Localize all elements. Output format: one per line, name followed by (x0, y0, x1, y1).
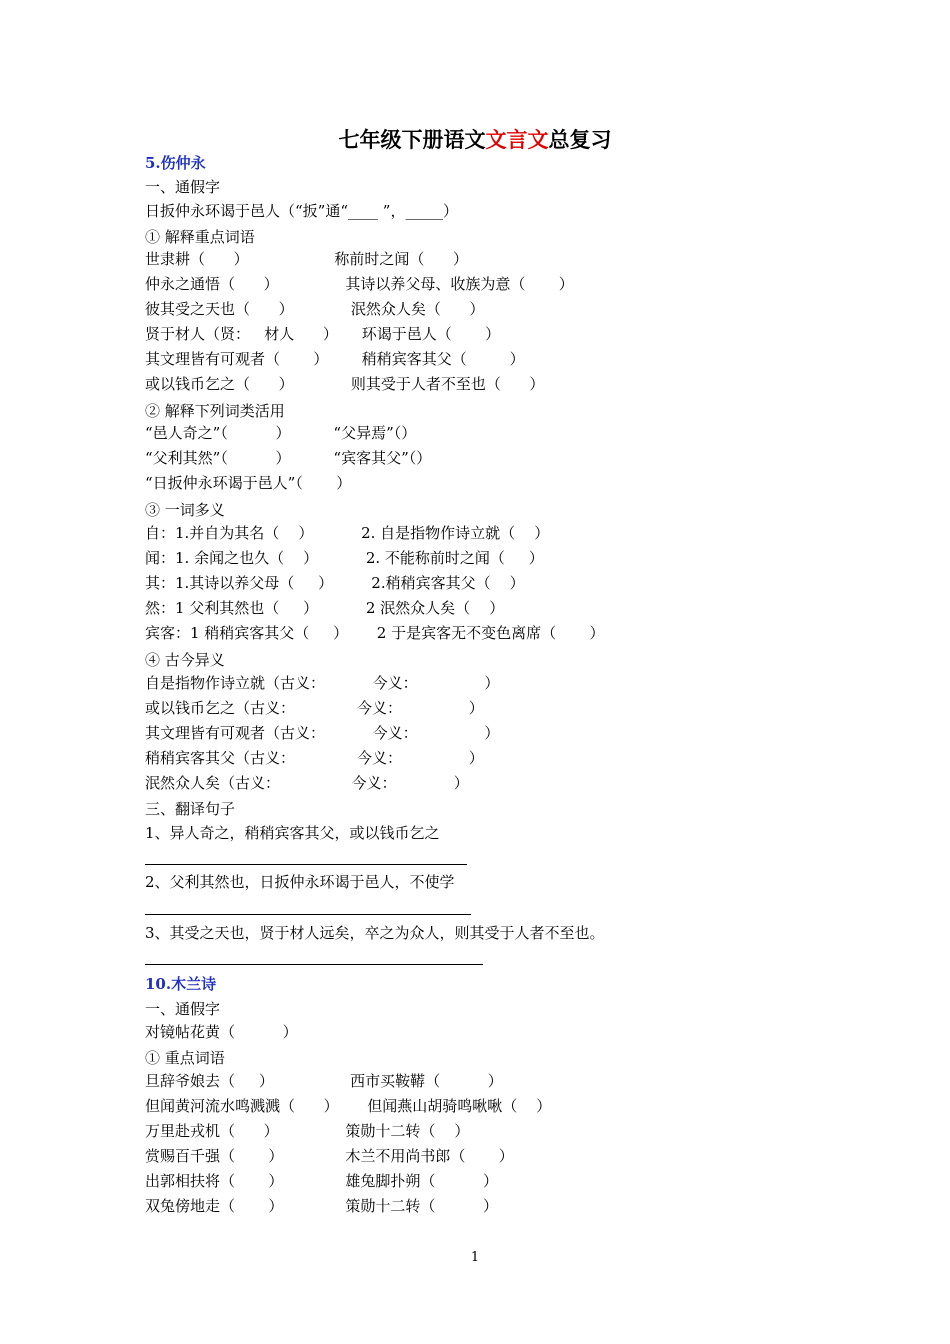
text-line: “日扳仲永环谒于邑人”（ ） (145, 474, 352, 492)
text-line: 然：1 父利其然也（ ） 2 泯然众人矣（ ） (145, 599, 505, 617)
page-number: 1 (470, 1250, 480, 1265)
text-line: 贤于材人（贤： 材人 ） 环谒于邑人（ ） (145, 325, 501, 343)
answer-line (145, 864, 467, 865)
section-heading-mulanshi: 10.木兰诗 (145, 975, 217, 993)
text-line: 赏赐百千强（ ） 木兰不用尚书郎（ ） (145, 1147, 514, 1165)
text-line: 自：1.并自为其名（ ） 2. 自是指物作诗立就（ ） (145, 524, 550, 542)
title-highlight: 文言文 (485, 127, 549, 152)
subheading: 一、通假字 (145, 178, 221, 196)
text-line: 仲永之通悟（ ） 其诗以养父母、收族为意（ ） (145, 275, 574, 293)
text-line: 旦辞爷娘去（ ） 西市买鞍鞯（ ） (145, 1072, 503, 1090)
text-line: 其：1.其诗以养父母（ ） 2.稍稍宾客其父（ ） (145, 574, 525, 592)
subheading: 一、通假字 (145, 1000, 221, 1018)
text-line: 1、异人奇之，稍稍宾客其父，或以钱币乞之 (145, 824, 440, 842)
subheading: ④ 古今异义 (145, 651, 225, 669)
text-line: 或以钱币乞之（古义： 今义： ） (145, 699, 484, 717)
subheading: ① 解释重点词语 (145, 228, 255, 246)
answer-line (145, 914, 471, 915)
text-line: 或以钱币乞之（ ） 则其受于人者不至也（ ） (145, 375, 545, 393)
subheading: ② 解释下列词类活用 (145, 402, 285, 420)
text-line: 双兔傍地走（ ） 策勋十二转（ ） (145, 1197, 499, 1215)
text-line: 闻：1. 余闻之也久（ ） 2. 不能称前时之闻（ ） (145, 549, 544, 567)
text-line: 宾客：1 稍稍宾客其父（ ） 2 于是宾客无不变色离席（ ） (145, 624, 605, 642)
text-line: 2、父利其然也，日扳仲永环谒于邑人，不使学 (145, 873, 455, 891)
text-line: 出郭相扶将（ ） 雄兔脚扑朔（ ） (145, 1172, 499, 1190)
text-line: 稍稍宾客其父（古义： 今义： ） (145, 749, 484, 767)
text-line: 其文理皆有可观者（ ） 稍稍宾客其父（ ） (145, 350, 525, 368)
text-line: 对镜帖花黄（ ） (145, 1023, 298, 1041)
section-heading-shangzhongyong: 5.伤仲永 (145, 154, 206, 172)
page-title: 七年级下册语文文言文总复习 (338, 127, 612, 152)
text-line: 世隶耕（ ） 称前时之闻（ ） (145, 250, 469, 268)
text-line: 3、其受之天也，贤于材人远矣，卒之为众人，则其受于人者不至也。 (145, 924, 605, 942)
subheading: 三、翻译句子 (145, 800, 236, 818)
text-line: “父利其然”（ ） “宾客其父”（） (145, 449, 432, 467)
text-line: 日扳仲永环谒于邑人（“扳”通“____ ”，_____） (145, 202, 458, 220)
text-line: 泯然众人矣（古义： 今义： ） (145, 774, 469, 792)
text-line: 彼其受之天也（ ） 泯然众人矣（ ） (145, 300, 485, 318)
text-line: 万里赴戎机（ ） 策勋十二转（ ） (145, 1122, 470, 1140)
answer-line (145, 964, 483, 965)
subheading: ① 重点词语 (145, 1049, 225, 1067)
text-line: 但闻黄河流水鸣溅溅（ ） 但闻燕山胡骑鸣啾啾（ ） (145, 1097, 552, 1115)
subheading: ③ 一词多义 (145, 501, 225, 519)
text-line: “邑人奇之”（ ） “父异焉”（） (145, 424, 417, 442)
text-line: 自是指物作诗立就（古义： 今义： ） (145, 674, 500, 692)
text-line: 其文理皆有可观者（古义： 今义： ） (145, 724, 500, 742)
